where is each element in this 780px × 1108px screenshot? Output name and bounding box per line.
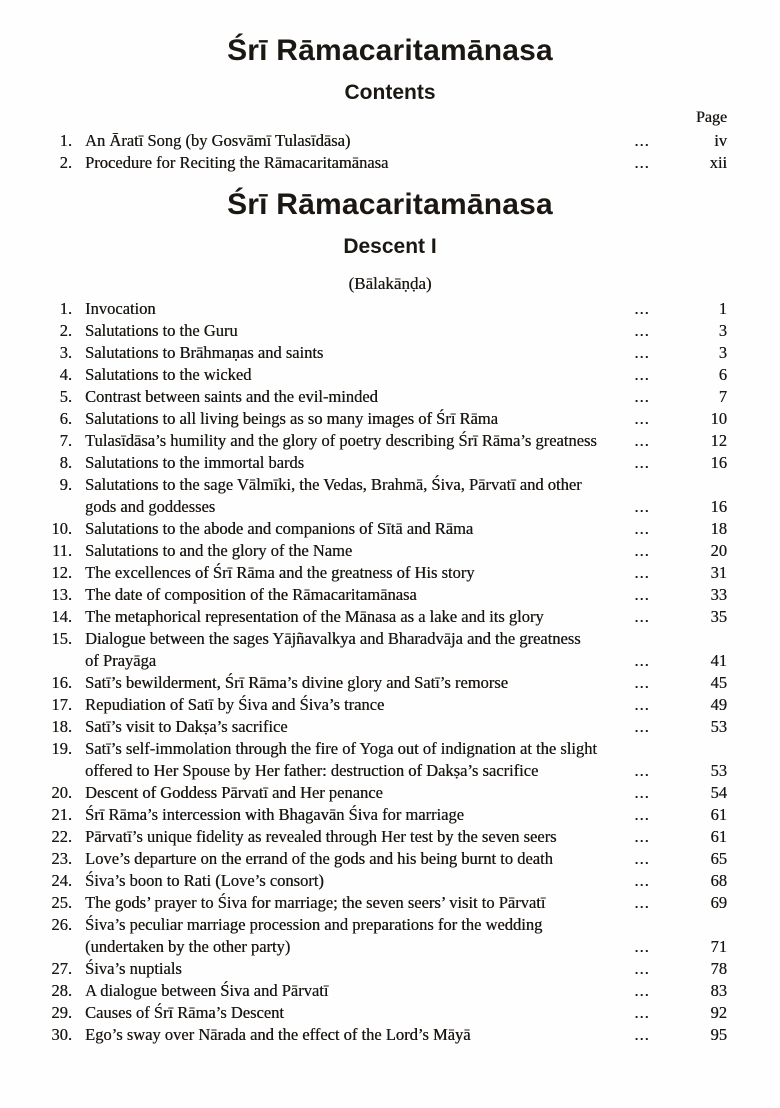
entry-page-number: 7 bbox=[718, 387, 727, 406]
dot-leader: ... bbox=[634, 783, 650, 802]
page-column-label: Page bbox=[695, 109, 727, 126]
entry-number: 26. bbox=[51, 915, 72, 934]
entry-title: The metaphorical representation of the Mānasa as a lake and its glory bbox=[85, 607, 544, 626]
entry-number: 6. bbox=[59, 409, 72, 428]
entry-page-number: 71 bbox=[710, 937, 727, 956]
book-title: Śrī Rāmacaritamānasa bbox=[227, 34, 553, 67]
entry-number: 15. bbox=[51, 629, 72, 648]
entry-page-number: 61 bbox=[710, 827, 727, 846]
entry-page-number: 16 bbox=[710, 453, 727, 472]
dot-leader: ... bbox=[634, 585, 650, 604]
entry-page-number: 95 bbox=[710, 1025, 727, 1044]
entry-number: 19. bbox=[51, 739, 72, 758]
dot-leader: ... bbox=[634, 153, 650, 172]
entry-number: 13. bbox=[51, 585, 72, 604]
toc-entry bbox=[40, 628, 727, 672]
toc-entry bbox=[40, 738, 727, 782]
contents-list bbox=[40, 298, 727, 1046]
dot-leader: ... bbox=[634, 651, 650, 670]
entry-number: 24. bbox=[51, 871, 72, 890]
dot-leader: ... bbox=[634, 321, 650, 340]
entry-title: A dialogue between Śiva and Pārvatī bbox=[85, 981, 329, 1000]
entry-page-number: 35 bbox=[710, 607, 727, 626]
entry-number: 3. bbox=[59, 343, 72, 362]
entry-title: Salutations to the abode and companions of Sītā and Rāma bbox=[85, 519, 474, 538]
entry-page-number: 6 bbox=[718, 365, 727, 384]
entry-number: 9. bbox=[59, 475, 72, 494]
contents-heading: Contents bbox=[344, 81, 436, 104]
entry-title: Satī’s self-immolation through the fire of Yoga out of indignation at the slight offered to Her Spouse by Her father: destruction of Dakṣa’s sacrifice bbox=[85, 739, 597, 780]
toc-entry bbox=[40, 452, 727, 474]
toc-entry bbox=[40, 298, 727, 320]
toc-entry bbox=[40, 672, 727, 694]
entry-page-number: 10 bbox=[710, 409, 727, 428]
toc-entry bbox=[40, 518, 727, 540]
entry-page-number: 61 bbox=[710, 805, 727, 824]
entry-page-number: 18 bbox=[710, 519, 727, 538]
entry-page-number: 45 bbox=[710, 673, 727, 692]
entry-page-number: 31 bbox=[710, 563, 727, 582]
toc-entry bbox=[40, 540, 727, 562]
toc-entry bbox=[40, 914, 727, 958]
entry-page-number: 3 bbox=[718, 343, 727, 362]
entry-number: 10. bbox=[51, 519, 72, 538]
toc-entry bbox=[40, 430, 727, 452]
entry-number: 22. bbox=[51, 827, 72, 846]
dot-leader: ... bbox=[634, 959, 650, 978]
dot-leader: ... bbox=[634, 1003, 650, 1022]
entry-page-number: 68 bbox=[710, 871, 727, 890]
entry-page-number: 92 bbox=[710, 1003, 727, 1022]
dot-leader: ... bbox=[634, 695, 650, 714]
entry-number: 14. bbox=[51, 607, 72, 626]
entry-number: 23. bbox=[51, 849, 72, 868]
toc-entry bbox=[40, 782, 727, 804]
entry-title: Invocation bbox=[85, 299, 156, 318]
entry-number: 5. bbox=[59, 387, 72, 406]
entry-page-number: iv bbox=[714, 131, 727, 150]
dot-leader: ... bbox=[634, 563, 650, 582]
entry-page-number: 49 bbox=[710, 695, 727, 714]
toc-entry bbox=[40, 694, 727, 716]
entry-number: 2. bbox=[59, 153, 72, 172]
entry-number: 1. bbox=[59, 299, 72, 318]
dot-leader: ... bbox=[634, 453, 650, 472]
toc-entry bbox=[40, 130, 727, 152]
dot-leader: ... bbox=[634, 893, 650, 912]
entry-page-number: 69 bbox=[710, 893, 727, 912]
entry-title: Dialogue between the sages Yājñavalkya and Bharadvāja and the greatness of Prayāga bbox=[85, 629, 581, 670]
dot-leader: ... bbox=[634, 365, 650, 384]
entry-title: Satī’s bewilderment, Śrī Rāma’s divine glory and Satī’s remorse bbox=[85, 673, 508, 692]
entry-page-number: 41 bbox=[710, 651, 727, 670]
dot-leader: ... bbox=[634, 827, 650, 846]
entry-number: 4. bbox=[59, 365, 72, 384]
entry-page-number: 54 bbox=[710, 783, 727, 802]
entry-title: Salutations to the wicked bbox=[85, 365, 252, 384]
entry-title: Descent of Goddess Pārvatī and Her penance bbox=[85, 783, 383, 802]
toc-entry bbox=[40, 1002, 727, 1024]
toc-entry bbox=[40, 892, 727, 914]
entry-title: The date of composition of the Rāmacaritamānasa bbox=[85, 585, 417, 604]
entry-title: Śiva’s nuptials bbox=[85, 959, 182, 978]
toc-entry bbox=[40, 320, 727, 342]
toc-entry bbox=[40, 958, 727, 980]
entry-number: 11. bbox=[51, 541, 72, 560]
entry-number: 18. bbox=[51, 717, 72, 736]
kanda-name: (Bālakāṇḍa) bbox=[348, 274, 432, 293]
entry-number: 7. bbox=[59, 431, 72, 450]
toc-entry bbox=[40, 980, 727, 1002]
entry-title: Contrast between saints and the evil-minded bbox=[85, 387, 378, 406]
entry-title: Tulasīdāsa’s humility and the glory of poetry describing Śrī Rāma’s greatness bbox=[85, 431, 597, 450]
dot-leader: ... bbox=[634, 937, 650, 956]
dot-leader: ... bbox=[634, 497, 650, 516]
entry-number: 1. bbox=[59, 131, 72, 150]
toc-entry bbox=[40, 1024, 727, 1046]
entry-title: Love’s departure on the errand of the gods and his being burnt to death bbox=[85, 849, 553, 868]
entry-page-number: 53 bbox=[710, 717, 727, 736]
dot-leader: ... bbox=[634, 673, 650, 692]
entry-number: 29. bbox=[51, 1003, 72, 1022]
toc-entry bbox=[40, 826, 727, 848]
entry-title: Ego’s sway over Nārada and the effect of the Lord’s Māyā bbox=[85, 1025, 471, 1044]
dot-leader: ... bbox=[634, 431, 650, 450]
entry-page-number: 3 bbox=[718, 321, 727, 340]
dot-leader: ... bbox=[634, 131, 650, 150]
entry-number: 20. bbox=[51, 783, 72, 802]
entry-title: Repudiation of Satī by Śiva and Śiva’s trance bbox=[85, 695, 385, 714]
dot-leader: ... bbox=[634, 761, 650, 780]
entry-page-number: 78 bbox=[710, 959, 727, 978]
toc-entry bbox=[40, 848, 727, 870]
dot-leader: ... bbox=[634, 805, 650, 824]
entry-page-number: 83 bbox=[710, 981, 727, 1000]
toc-entry bbox=[40, 716, 727, 738]
section-title: Śrī Rāmacaritamānasa bbox=[227, 188, 553, 221]
entry-number: 2. bbox=[59, 321, 72, 340]
entry-title: Salutations to and the glory of the Name bbox=[85, 541, 353, 560]
dot-leader: ... bbox=[634, 409, 650, 428]
entry-title: Satī’s visit to Dakṣa’s sacrifice bbox=[85, 717, 288, 736]
entry-page-number: 1 bbox=[718, 299, 727, 318]
front-matter-list bbox=[40, 130, 727, 174]
toc-entry bbox=[40, 562, 727, 584]
entry-title: Salutations to all living beings as so many images of Śrī Rāma bbox=[85, 409, 498, 428]
entry-title: Salutations to Brāhmaṇas and saints bbox=[85, 343, 324, 362]
entry-number: 12. bbox=[51, 563, 72, 582]
entry-title: The gods’ prayer to Śiva for marriage; the seven seers’ visit to Pārvatī bbox=[85, 893, 546, 912]
entry-title: Śrī Rāma’s intercession with Bhagavān Śiva for marriage bbox=[85, 805, 464, 824]
entry-title: Salutations to the sage Vālmīki, the Vedas, Brahmā, Śiva, Pārvatī and other gods and goddesses bbox=[85, 475, 582, 516]
dot-leader: ... bbox=[634, 387, 650, 406]
entry-page-number: 33 bbox=[710, 585, 727, 604]
entry-title: The excellences of Śrī Rāma and the greatness of His story bbox=[85, 563, 475, 582]
toc-entry bbox=[40, 152, 727, 174]
entry-page-number: 65 bbox=[710, 849, 727, 868]
entry-title: Pārvatī’s unique fidelity as revealed through Her test by the seven seers bbox=[85, 827, 557, 846]
entry-number: 17. bbox=[51, 695, 72, 714]
entry-title: Procedure for Reciting the Rāmacaritamānasa bbox=[85, 153, 389, 172]
toc-entry bbox=[40, 408, 727, 430]
dot-leader: ... bbox=[634, 981, 650, 1000]
entry-number: 25. bbox=[51, 893, 72, 912]
toc-entry bbox=[40, 606, 727, 628]
entry-title: Salutations to the Guru bbox=[85, 321, 238, 340]
dot-leader: ... bbox=[634, 343, 650, 362]
entry-number: 8. bbox=[59, 453, 72, 472]
entry-number: 30. bbox=[51, 1025, 72, 1044]
entry-number: 27. bbox=[51, 959, 72, 978]
entry-title: An Āratī Song (by Gosvāmī Tulasīdāsa) bbox=[85, 131, 351, 150]
dot-leader: ... bbox=[634, 541, 650, 560]
dot-leader: ... bbox=[634, 1025, 650, 1044]
dot-leader: ... bbox=[634, 607, 650, 626]
section-subtitle: Descent I bbox=[343, 235, 437, 258]
toc-entry bbox=[40, 386, 727, 408]
entry-page-number: xii bbox=[709, 153, 727, 172]
entry-page-number: 53 bbox=[710, 761, 727, 780]
entry-title: Causes of Śrī Rāma’s Descent bbox=[85, 1003, 284, 1022]
dot-leader: ... bbox=[634, 717, 650, 736]
dot-leader: ... bbox=[634, 519, 650, 538]
entry-number: 28. bbox=[51, 981, 72, 1000]
entry-title: Śiva’s boon to Rati (Love’s consort) bbox=[85, 871, 324, 890]
dot-leader: ... bbox=[634, 871, 650, 890]
dot-leader: ... bbox=[634, 849, 650, 868]
entry-title: Śiva’s peculiar marriage procession and preparations for the wedding (undertaken by the other party) bbox=[85, 915, 543, 956]
entry-page-number: 20 bbox=[710, 541, 727, 560]
toc-entry bbox=[40, 474, 727, 518]
dot-leader: ... bbox=[634, 299, 650, 318]
entry-title: Salutations to the immortal bards bbox=[85, 453, 305, 472]
entry-number: 16. bbox=[51, 673, 72, 692]
toc-entry bbox=[40, 804, 727, 826]
entry-page-number: 12 bbox=[710, 431, 727, 450]
entry-page-number: 16 bbox=[710, 497, 727, 516]
toc-entry bbox=[40, 870, 727, 892]
toc-entry bbox=[40, 584, 727, 606]
toc-entry bbox=[40, 342, 727, 364]
entry-number: 21. bbox=[51, 805, 72, 824]
toc-entry bbox=[40, 364, 727, 386]
